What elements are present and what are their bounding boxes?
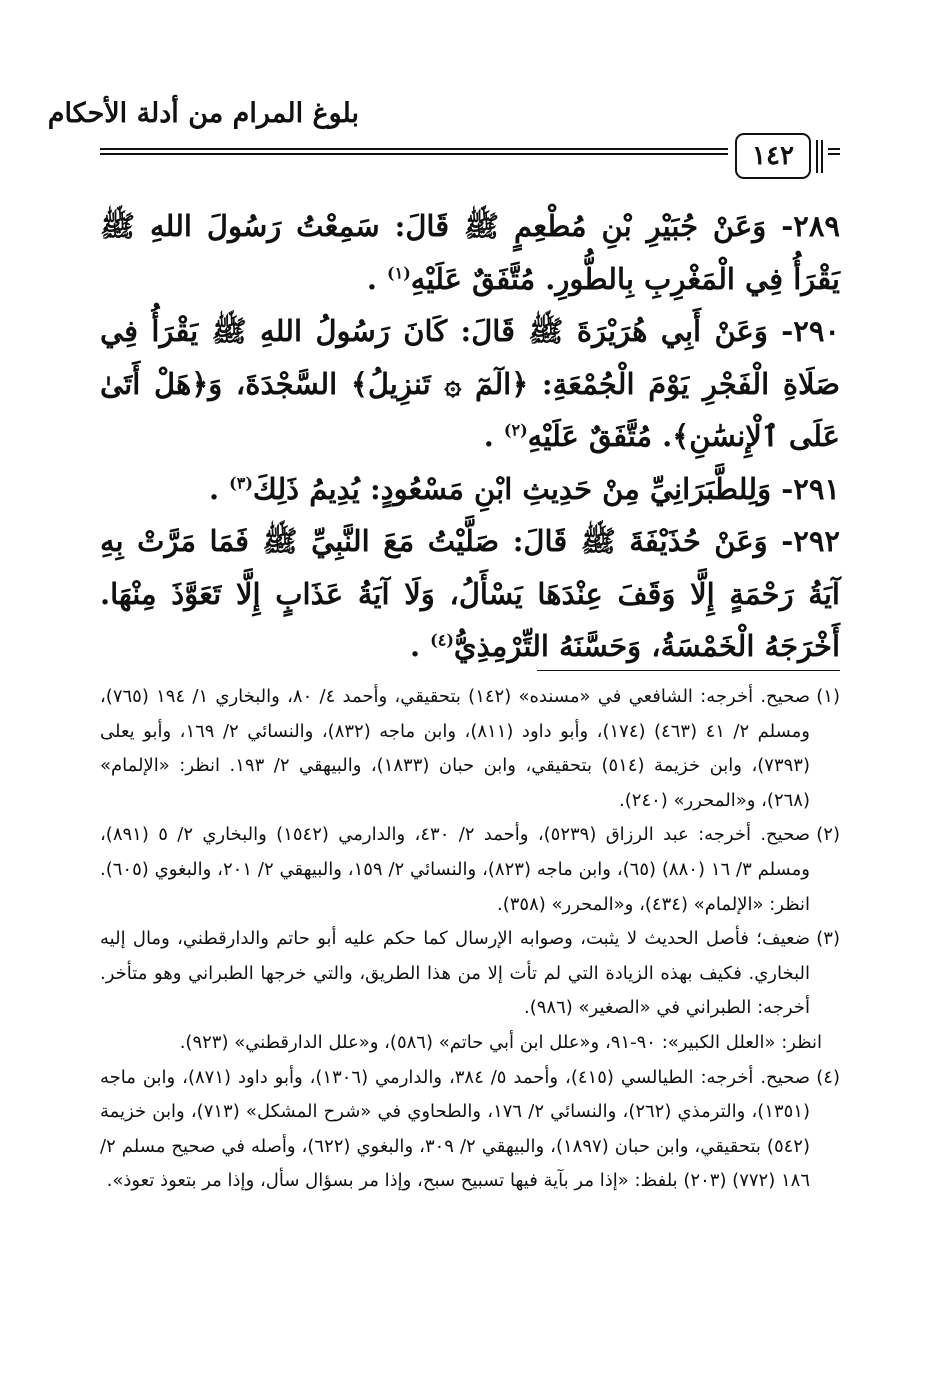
footnote-text: صحيح. أخرجه: عبد الرزاق (٥٢٣٩)، وأحمد ٢/ ٤٣٠، والدارمي (١٥٤٢) والبخاري ٢/ ٥ (٨٩١)، ومسلم ٣/ ١٦ (٨٨٠) (٦٥)، وابن ماجه (٨٢٣)، والنسائي ٢/ ١٥٩، والبيهقي ٢/ ٢٠١، والبغوي (٦٠٥). انظر: «الإلمام» (٤٣٤)، و«المحرر» (٣٥٨). [100, 824, 811, 915]
header-rule-tick [828, 148, 840, 155]
footnote-number: (٣) [816, 928, 840, 950]
footnote-text: صحيح. أخرجه: الطيالسي (٤١٥)، وأحمد ٥/ ٣٨٤، والدارمي (١٣٠٦)، وأبو داود (٨٧١)، وابن ماجه (١٣٥١)، والترمذي (٢٦٢)، والنسائي ٢/ ١٧٦، والطحاوي في «شرح المشكل» (٧١٣)، وابن خزيمة (٥٤٢) بتحقيقي، وابن حبان (١٨٩٧)، والبيهقي ٢/ ٣٠٩، والبغوي (٦٢٢)، وأصله في صحيح مسلم ٢/ ١٨٦ (٧٧٢) (٢٠٣) بلفظ: «إذا مر بآية فيها تسبيح سبح، وإذا مر بسؤال سأل، وإذا مر بتعوذ تعوذ». [100, 1066, 810, 1192]
footnote-2 [100, 818, 840, 922]
page-number: ١٤٢ [735, 133, 811, 179]
hadith-text: ٢٩٠- وَعَنْ أَبِي هُرَيْرَةَ ﷺ قَالَ: كَانَ رَسُولُ اللهِ ﷺ يَقْرَأُ فِي صَلَاةِ الْفَجْرِ يَوْمَ الْجُمْعَةِ: ﴿الٓمٓ ۞ تَنزِيلُ﴾ السَّجْدَةَ، وَ﴿هَلْ أَتَىٰ عَلَى ٱلْإِنسَٰنِ﴾. مُتَّفَقٌ عَلَيْهِ [100, 314, 840, 453]
hadith-text-block [100, 200, 840, 673]
footnote-1 [100, 680, 840, 818]
footnote-marker: (٣) [229, 472, 253, 492]
footnote-3 [100, 922, 840, 1026]
running-title: بلوغ المرام من أدلة الأحكام [47, 98, 359, 129]
hadith-text: ٢٩١- وَلِلطَّبَرَانِيِّ مِنْ حَدِيثِ ابْنِ مَسْعُودٍ: يُدِيمُ ذَلِكَ [252, 471, 840, 506]
footnote-marker: (٢) [503, 420, 528, 440]
footnote-separator [537, 670, 840, 671]
footnote-4 [100, 1061, 840, 1199]
footnote-text: صحيح. أخرجه: الشافعي في «مسنده» (١٤٢) بتحقيقي، وأحمد ٤/ ٨٠، والبخاري ١/ ١٩٤ (٧٦٥)، ومسلم ٢/ ٤١ (٤٦٣) (١٧٤)، وأبو داود (٨١١)، وابن ماجه (٨٣٢)، والنسائي ٢/ ١٦٩، وأبو يعلى (٧٣٩٣)، وابن خزيمة (٥١٤) بتحقيقي، وابن حبان (١٨٣٣)، والبيهقي ٢/ ١٩٣. انظر: «الإلمام» (٢٦٨)، و«المحرر» (٢٤٠). [100, 686, 810, 811]
hadith-end: . [208, 471, 230, 506]
footnote-3-continuation: انظر: «العلل الكبير»: ٩٠-٩١، و«علل ابن أبي حاتم» (٥٨٦)، و«علل الدارقطني» (٩٢٣). [179, 1031, 822, 1053]
hadith-text: ٢٩٢- وَعَنْ حُذَيْفَةَ ﷺ قَالَ: صَلَّيْتُ مَعَ النَّبِيِّ ﷺ فَمَا مَرَّتْ بِهِ آيَةُ رَحْمَةٍ إِلَّا وَقَفَ عِنْدَهَا يَسْأَلُ، وَلَا آيَةُ عَذَابٍ إِلَّا تَعَوَّذَ مِنْهَا. أَخْرَجَهُ الْخَمْسَةُ، وَحَسَّنَهُ التِّرْمِذِيُّ [100, 524, 840, 663]
hadith-end: . [483, 419, 504, 453]
hadith-292 [100, 515, 840, 673]
footnote-marker: (٤) [430, 630, 454, 650]
hadith-291 [100, 463, 840, 516]
footnote-text: ضعيف؛ فأصل الحديث لا يثبت، وصوابه الإرسال كما حكم عليه أبو حاتم والدارقطني، ومال إليه البخاري. فكيف بهذه الزيادة التي لم تأت إلا من هذا الطريق، والتي خرجها الطبراني وهو متأخر. أخرجه: الطبراني في «الصغير» (٩٨٦). [100, 928, 810, 1019]
hadith-290 [100, 305, 840, 463]
header-double-rule [100, 148, 728, 155]
page-number-bars [816, 140, 823, 173]
footnote-number: (١) [816, 686, 840, 707]
hadith-289 [100, 200, 840, 305]
hadith-end: . [409, 629, 431, 663]
footnote-number: (٢) [816, 824, 840, 846]
hadith-end: . [366, 261, 388, 296]
hadith-text: ٢٨٩- وَعَنْ جُبَيْرِ بْنِ مُطْعِمٍ ﷺ قَالَ: سَمِعْتُ رَسُولَ اللهِ ﷺ يَقْرَأُ فِي الْمَغْرِبِ بِالطُّورِ. مُتَّفَقٌ عَلَيْهِ [100, 209, 840, 296]
footnote-number: (٤) [816, 1066, 840, 1088]
footnotes-block [100, 680, 840, 1199]
footnote-marker: (١) [387, 262, 411, 282]
